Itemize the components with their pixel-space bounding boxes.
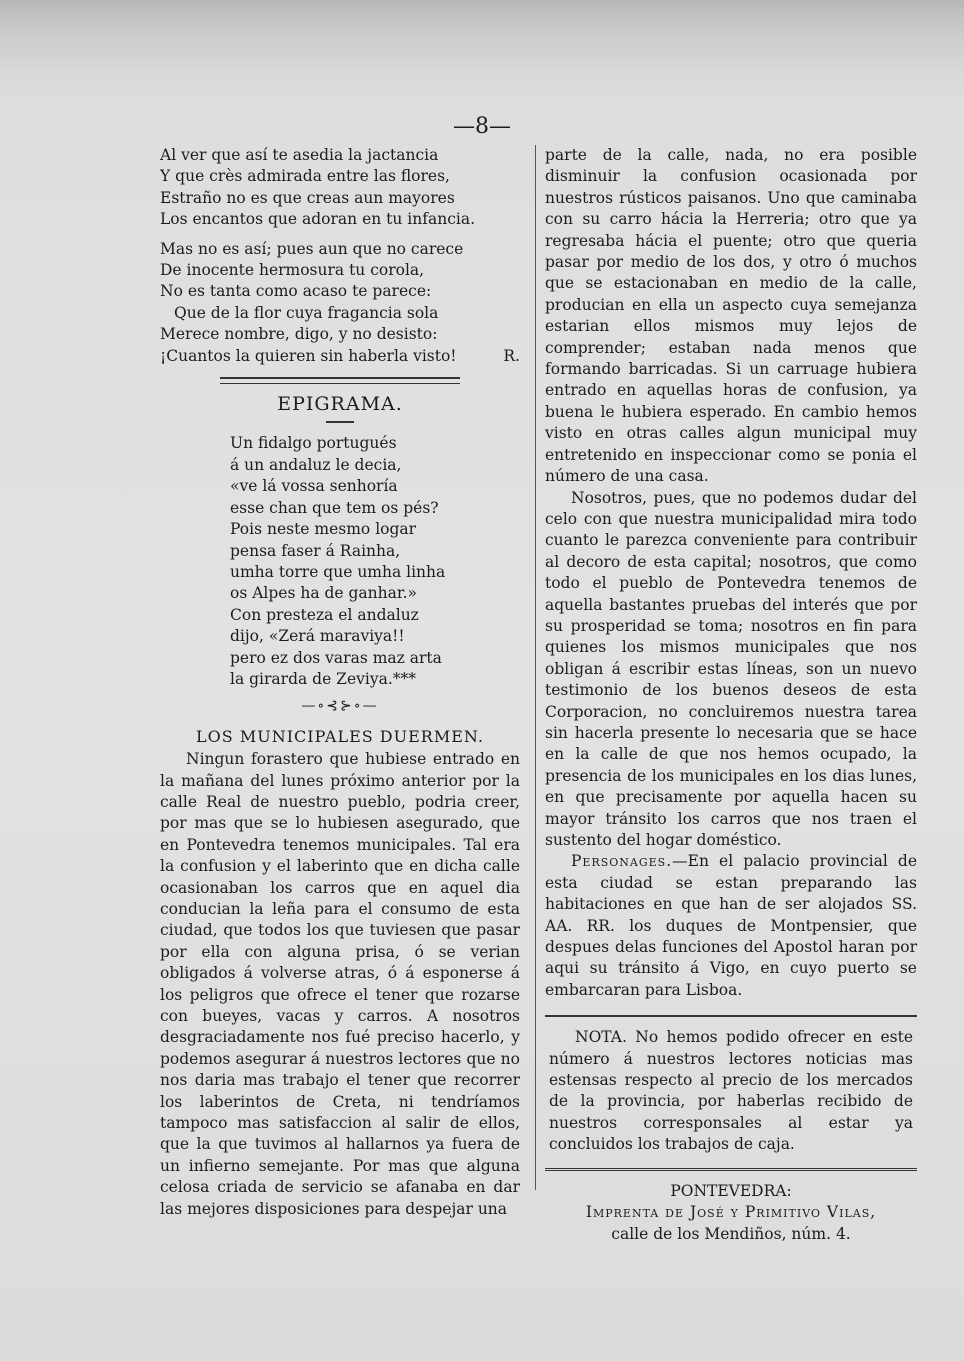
epigram-line: Pois neste mesmo logar xyxy=(230,520,417,539)
poem-line: De inocente hermosura tu corola, xyxy=(160,261,425,280)
epigram-line: umha torre que umha linha xyxy=(230,562,446,581)
epigram-line: pero ez dos varas maz arta xyxy=(230,648,442,667)
poem-line: Mas no es así; pues aun que no carece xyxy=(160,239,464,258)
epigram-line: dijo, «Zerá maraviya!! xyxy=(230,627,405,646)
poem-stanza-1 xyxy=(160,145,520,231)
imprint-address: calle de los Mendiños, núm. 4. xyxy=(611,1224,851,1243)
poem-line: Al ver que así te asedia la jactancia xyxy=(160,146,439,164)
nota-box xyxy=(545,1015,917,1170)
poem-line: Los encantos que adoran en tu infancia. xyxy=(160,210,475,229)
personages-text: —En el palacio provincial de esta ciudad se estan preparando las habitaciones en que han de ser alojados SS. AA. RR. los duques de Montpensier, que despues delas funciones del Apostol haran por aqui su tránsito á Vigo, en cuyo puerto se embarcaran para Lisboa. xyxy=(545,852,917,999)
poem-final-line xyxy=(160,346,520,367)
article-continuation: parte de la calle, nada, no era posible disminuir la confusion ocasionada por nuestros rústicos paisanos. Uno que caminaba con su carro hácia la Herreria; otro que ya regresaba hácia el puente; otro que queria pasar por medio de los dos, y otro ó muchos que se estacionaban en medio de la calle, producian en ella un aspecto cuya semejanza estarian ellos mismos muy lejos de comprender; estaban nada menos que formando barricadas. Si un carruage hubiera entrado en aquellas horas de confusion, ya buena le hubiera esperado. En cambio hemos visto en otras calles algun municipal muy entretenido en inspeccionar como se ponia el número de una casa. xyxy=(545,146,917,486)
poem-line: No es tanta como acaso te parece: xyxy=(160,282,432,301)
imprint-city: PONTEVEDRA: xyxy=(670,1181,792,1200)
epigram-title: EPIGRAMA. xyxy=(277,393,403,416)
epigram-line: á un andaluz le decia, xyxy=(230,455,402,474)
epigram-line: esse chan que tem os pés? xyxy=(230,498,439,517)
poem-line: Que de la flor cuya fragancia sola xyxy=(174,303,439,322)
article-paragraph: Nosotros, pues, que no podemos dudar del celo con que nuestra municipalidad mira todo cuanto le parezca conveniente para contribuir al decoro de esta capital; nosotros, que como todo el pueblo de Pontevedra tenemos de aquella bastantes pruebas del interés que por su prosperidad se toma; nosotros en fin para quienes los mismos municipales que nos obligan á escribir estas líneas, son un nuevo testimonio de los buenos deseos de esta Corporacion, no concluiremos nuestra tarea sin hacerla presente lo necesaria que se hace en la calle de que nos hemos ocupado, la presencia de los municipales en los dias lunes, en que precisamente por aquella hacen su mayor tránsito los carros que nos traen el sustento del hogar doméstico. xyxy=(545,488,917,849)
poem-line: Estraño no es que creas aun mayores xyxy=(160,188,455,207)
epigram-line: Un fidalgo portugués xyxy=(230,434,397,453)
poem-signature: R. xyxy=(503,346,520,365)
imprint xyxy=(545,1181,917,1245)
article-title: LOS MUNICIPALES DUERMEN. xyxy=(196,726,484,746)
title-underline xyxy=(326,421,354,423)
imprint-printer: Imprenta de José y Primitivo Vilas, xyxy=(585,1203,877,1222)
personages-note xyxy=(545,851,917,1001)
left-column xyxy=(160,145,520,1220)
epigram-line: la girarda de Zeviya.*** xyxy=(230,669,417,688)
page-number: —8— xyxy=(453,114,511,139)
personages-label: Personages. xyxy=(571,852,673,871)
epigram-poem xyxy=(160,433,520,690)
right-column xyxy=(545,145,917,1245)
epigram-line: os Alpes ha de ganhar.» xyxy=(230,584,417,603)
poem-line: Y que crès admirada entre las flores, xyxy=(160,167,450,186)
epigram-line: «ve lá vossa senhoría xyxy=(230,477,398,496)
nota-paragraph xyxy=(549,1027,913,1155)
epigram-line: Con presteza el andaluz xyxy=(230,605,419,624)
poem-stanza-2 xyxy=(160,239,520,367)
poem-last-line: ¡Cuantos la quieren sin haberla visto! xyxy=(160,346,457,365)
section-divider xyxy=(220,377,460,384)
nota-label: NOTA. xyxy=(575,1028,627,1047)
poem-line: Merece nombre, digo, y no desisto: xyxy=(160,325,438,344)
column-divider xyxy=(535,145,536,1190)
article-body: Ningun forastero que hubiese entrado en la mañana del lunes próximo anterior por la calle Real de nuestro pueblo, podria creer, por mas que se lo hubiesen asegurado, que en Pontevedra tenemos municipales. Tal era la confusion y el laberinto que en dicha calle ocasionaban los carros que en aquel dia conducian la leña para el consumo de esta ciudad, que todos los que tuviesen que pasar por ella con alguna prisa, ó se verian obligados á volverse atras, ó á esponerse á los peligros que ofrece el tener que rozarse con bueyes, vacas y carros. A nosotros desgraciadamente nos fué preciso hacerlo, y podemos asegurar á nuestros lectores que no nos daria mas trabajo el tener que recorrer los laberintos de Creta, ni tendríamos tampoco mas satisfaccion al salir de ellos, que la que tuvimos al hallarnos ya fuera de un infierno semejante. Por mas que alguna celosa criada de servicio se afanaba en dar las mejores disposiciones para despejar una xyxy=(160,750,520,1218)
epigram-line: pensa faser á Rainha, xyxy=(230,541,401,560)
torn-top-edge xyxy=(0,0,964,70)
nota-text: No hemos podido ofrecer en este número á nuestros lectores noticias mas estensas respecto al precio de los mercados de la provincia, por haberlas recibido de nuestros corresponsales al estar ya concluidos los trabajos de caja. xyxy=(549,1028,914,1154)
ornament-flourish: —∘⊰⊱∘— xyxy=(301,698,379,715)
